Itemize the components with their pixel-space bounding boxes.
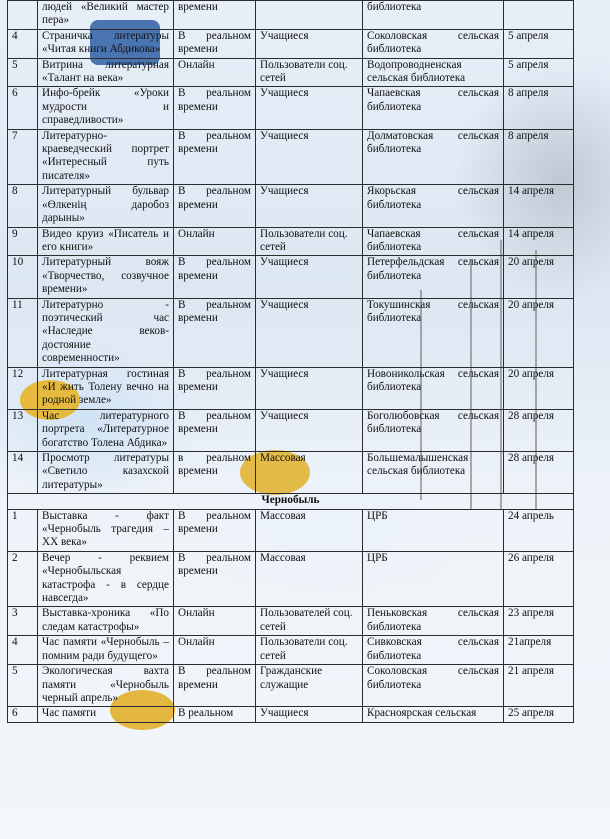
event-title: Страничка литературы «Читая книги Абдикова» xyxy=(38,29,174,58)
event-format: В реальном времени xyxy=(174,256,256,298)
section-title: Чернобыль xyxy=(8,494,574,509)
event-venue: Боголюбовская сельская библиотека xyxy=(363,409,504,451)
event-title: Выставка - факт «Чернобыль трагедия – XX века» xyxy=(38,509,174,551)
event-venue: Петерфельдская сельская библиотека xyxy=(363,256,504,298)
table-row xyxy=(8,185,574,227)
event-venue: Соколовская сельская библиотека xyxy=(363,665,504,707)
events-table-body-bottom xyxy=(8,509,574,722)
event-venue: Долматовская сельская библиотека xyxy=(363,129,504,185)
event-format: В реальном времени xyxy=(174,87,256,129)
event-audience: Массовая xyxy=(256,509,363,551)
event-date: 25 апреля xyxy=(504,707,574,722)
event-venue: Новоникольская сельская библиотека xyxy=(363,367,504,409)
event-format: В реальном времени xyxy=(174,298,256,367)
event-date: 20 апреля xyxy=(504,256,574,298)
table-row xyxy=(8,58,574,87)
table-row xyxy=(8,665,574,707)
section-row xyxy=(8,494,574,509)
event-format: В реальном xyxy=(174,707,256,722)
event-venue: Чапаевская сельская библиотека xyxy=(363,227,504,256)
event-venue: Пеньковская сельская библиотека xyxy=(363,607,504,636)
row-number: 6 xyxy=(8,87,38,129)
row-number: 5 xyxy=(8,665,38,707)
table-row xyxy=(8,87,574,129)
events-table xyxy=(7,0,574,723)
event-format: Онлайн xyxy=(174,227,256,256)
table-row xyxy=(8,129,574,185)
table-row xyxy=(8,452,574,494)
event-venue: Водопроводненская сельская библиотека xyxy=(363,58,504,87)
event-date: 26 апреля xyxy=(504,551,574,607)
event-audience: Массовая xyxy=(256,551,363,607)
event-venue: Большемалышенская сельская библиотека xyxy=(363,452,504,494)
row-number: 14 xyxy=(8,452,38,494)
event-format: В реальном времени xyxy=(174,665,256,707)
table-row xyxy=(8,256,574,298)
event-title: людей «Великий мастер пера» xyxy=(38,1,174,30)
event-date: 28 апреля xyxy=(504,409,574,451)
event-audience: Учащиеся xyxy=(256,185,363,227)
row-number: 8 xyxy=(8,185,38,227)
event-audience xyxy=(256,1,363,30)
event-venue: Сивковская сельская библиотека xyxy=(363,636,504,665)
event-date xyxy=(504,1,574,30)
event-title: Час литературного портрета «Литературное богатство Толена Абдика» xyxy=(38,409,174,451)
event-format: Онлайн xyxy=(174,636,256,665)
event-venue: Чапаевская сельская библиотека xyxy=(363,87,504,129)
event-date: 24 апрель xyxy=(504,509,574,551)
row-number: 13 xyxy=(8,409,38,451)
event-date: 20 апреля xyxy=(504,298,574,367)
row-number: 7 xyxy=(8,129,38,185)
event-title: Видео круиз «Писатель и его книги» xyxy=(38,227,174,256)
event-audience: Гражданские служащие xyxy=(256,665,363,707)
event-format: В реальном времени xyxy=(174,509,256,551)
row-number: 2 xyxy=(8,551,38,607)
section-row-group xyxy=(8,494,574,509)
event-date: 28 апреля xyxy=(504,452,574,494)
event-venue: Якорьская сельская библиотека xyxy=(363,185,504,227)
row-number: 1 xyxy=(8,509,38,551)
row-number: 12 xyxy=(8,367,38,409)
row-number: 3 xyxy=(8,607,38,636)
event-title: Литературная гостиная «И жить Толену вечно на родной земле» xyxy=(38,367,174,409)
table-row xyxy=(8,409,574,451)
event-format: В реальном времени xyxy=(174,409,256,451)
event-title: Инфо-брейк «Уроки мудрости и справедливости» xyxy=(38,87,174,129)
event-title: Час памяти xyxy=(38,707,174,722)
event-title: Витрина литературная «Талант на века» xyxy=(38,58,174,87)
event-audience: Учащиеся xyxy=(256,367,363,409)
table-row xyxy=(8,551,574,607)
event-date: 8 апреля xyxy=(504,129,574,185)
row-number: 4 xyxy=(8,29,38,58)
event-date: 20 апреля xyxy=(504,367,574,409)
events-table-container xyxy=(7,0,573,723)
table-row xyxy=(8,509,574,551)
event-format: Онлайн xyxy=(174,607,256,636)
event-format: Онлайн xyxy=(174,58,256,87)
event-date: 5 апреля xyxy=(504,58,574,87)
event-date: 21апреля xyxy=(504,636,574,665)
event-format: В реальном времени xyxy=(174,551,256,607)
event-date: 5 апреля xyxy=(504,29,574,58)
event-audience: Учащиеся xyxy=(256,298,363,367)
row-number: 10 xyxy=(8,256,38,298)
event-audience: Учащиеся xyxy=(256,87,363,129)
event-format: времени xyxy=(174,1,256,30)
table-row xyxy=(8,298,574,367)
event-venue: Красноярская сельская xyxy=(363,707,504,722)
table-row xyxy=(8,707,574,722)
event-title: Литературный вояж «Творчество, созвучное времени» xyxy=(38,256,174,298)
event-date: 8 апреля xyxy=(504,87,574,129)
event-format: В реальном времени xyxy=(174,29,256,58)
row-number: 9 xyxy=(8,227,38,256)
row-number: 4 xyxy=(8,636,38,665)
event-date: 14 апреля xyxy=(504,185,574,227)
event-venue: библиотека xyxy=(363,1,504,30)
event-venue: Токушинская сельская библиотека xyxy=(363,298,504,367)
table-row xyxy=(8,607,574,636)
event-title: Литературно-краеведческий портрет «Интересный путь писателя» xyxy=(38,129,174,185)
event-title: Час памяти «Чернобыль – помним ради будущего» xyxy=(38,636,174,665)
event-audience: Учащиеся xyxy=(256,707,363,722)
event-audience: Пользователи соц. сетей xyxy=(256,58,363,87)
row-number: 11 xyxy=(8,298,38,367)
event-venue: ЦРБ xyxy=(363,551,504,607)
event-title: Экологическая вахта памяти «Чернобыль черный апрель» xyxy=(38,665,174,707)
event-format: В реальном времени xyxy=(174,185,256,227)
event-audience: Учащиеся xyxy=(256,256,363,298)
event-date: 14 апреля xyxy=(504,227,574,256)
event-audience: Массовая xyxy=(256,452,363,494)
table-row xyxy=(8,636,574,665)
event-venue: Соколовская сельская библиотека xyxy=(363,29,504,58)
table-row xyxy=(8,29,574,58)
row-number: 5 xyxy=(8,58,38,87)
event-title: Выставка-хроника «По следам катастрофы» xyxy=(38,607,174,636)
event-audience: Пользователей соц. сетей xyxy=(256,607,363,636)
event-format: В реальном времени xyxy=(174,129,256,185)
event-audience: Учащиеся xyxy=(256,409,363,451)
row-number: 6 xyxy=(8,707,38,722)
table-row xyxy=(8,367,574,409)
event-audience: Учащиеся xyxy=(256,129,363,185)
event-title: Вечер - реквием «Чернобыльская катастрофа - в сердце навсегда» xyxy=(38,551,174,607)
event-audience: Учащиеся xyxy=(256,29,363,58)
event-audience: Пользователи соц. сетей xyxy=(256,227,363,256)
event-format: В реальном времени xyxy=(174,367,256,409)
event-venue: ЦРБ xyxy=(363,509,504,551)
table-row xyxy=(8,1,574,30)
event-title: Литературно - поэтический час «Наследие веков-достояние современности» xyxy=(38,298,174,367)
event-title: Просмотр литературы «Светило казахской литературы» xyxy=(38,452,174,494)
event-date: 21 апреля xyxy=(504,665,574,707)
event-date: 23 апреля xyxy=(504,607,574,636)
events-table-body-top xyxy=(8,1,574,494)
event-format: в реальном времени xyxy=(174,452,256,494)
row-number xyxy=(8,1,38,30)
event-audience: Пользователи соц. сетей xyxy=(256,636,363,665)
table-row xyxy=(8,227,574,256)
event-title: Литературный бульвар «Өлкенің даробоз дарыны» xyxy=(38,185,174,227)
